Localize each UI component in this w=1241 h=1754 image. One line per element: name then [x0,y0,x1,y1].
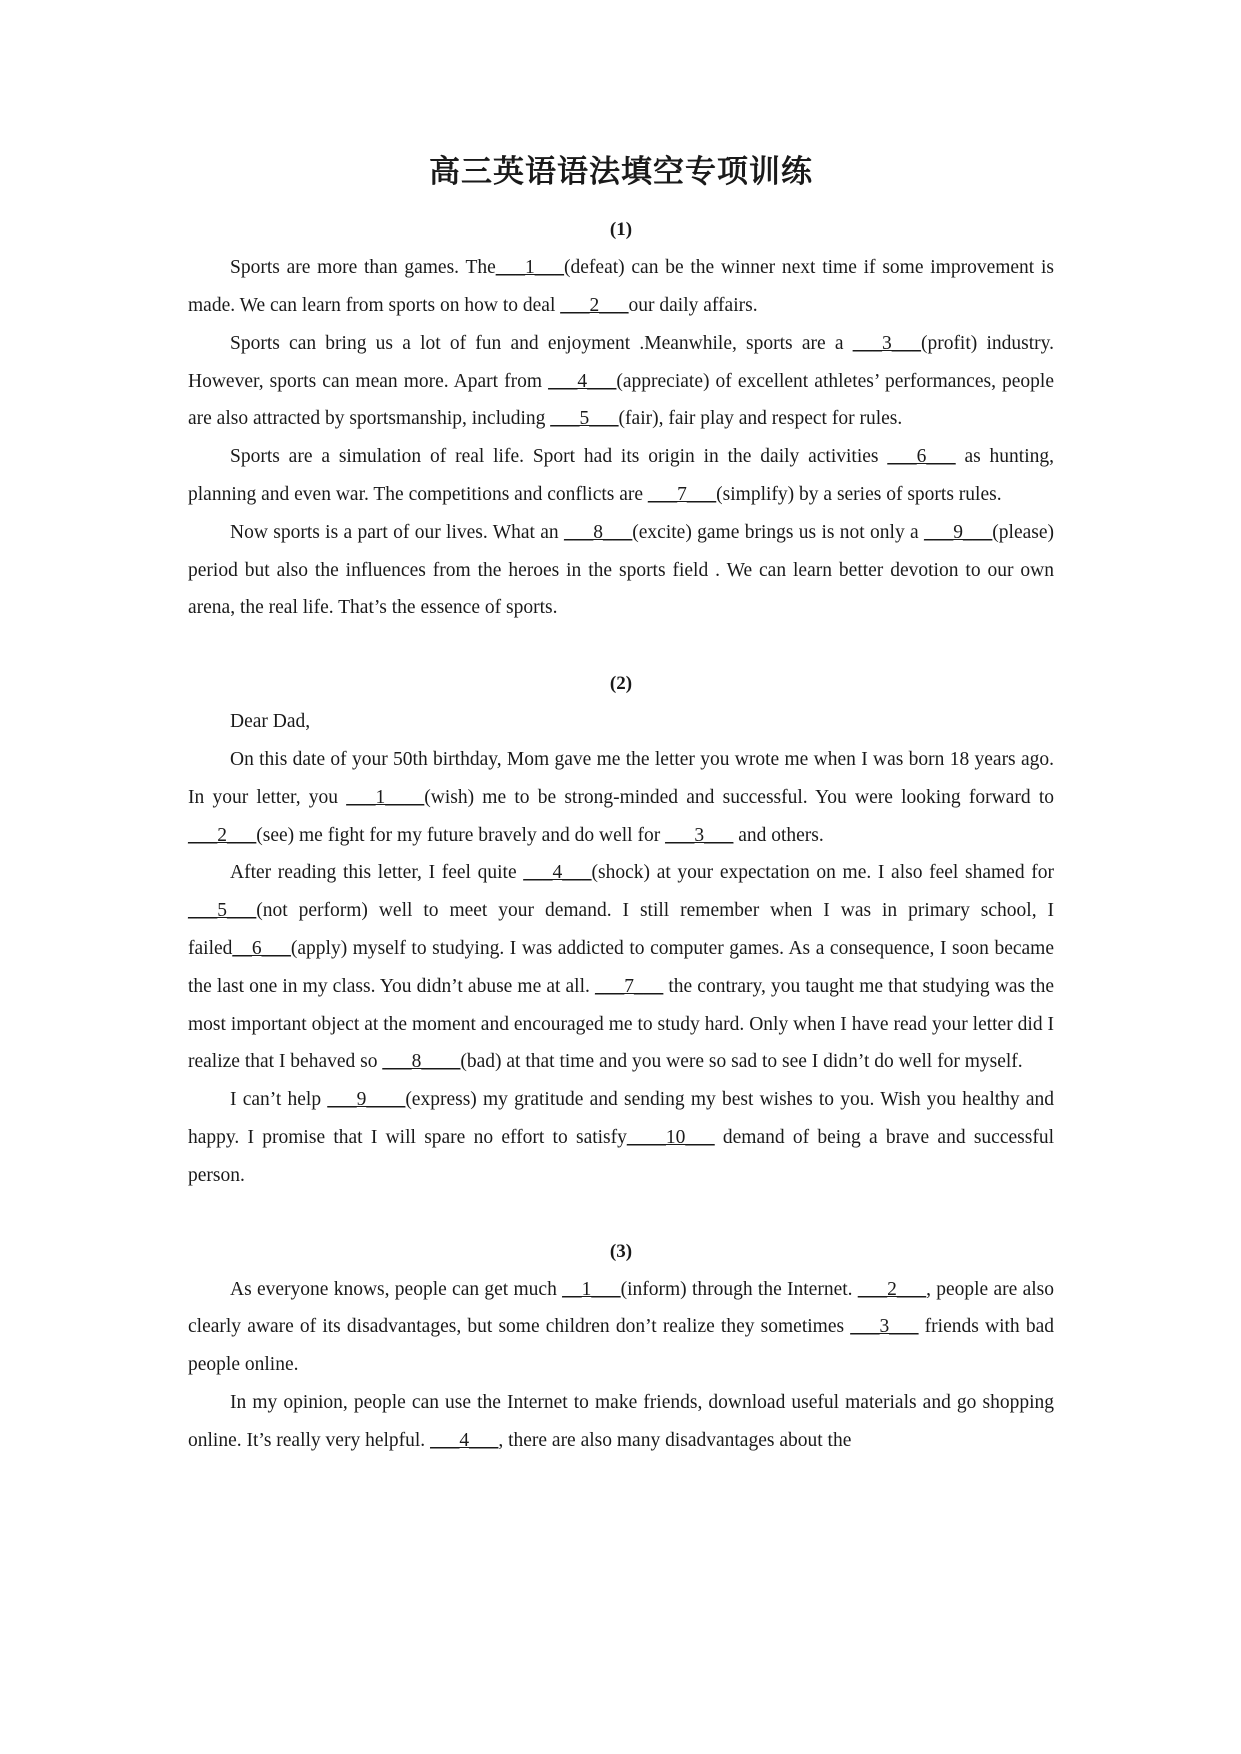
answer-blank: ___3___ [850,1316,919,1338]
paragraph-text: After reading this letter, I feel quite [230,862,524,884]
answer-blank: ___3___ [852,332,921,354]
paragraph [188,741,1054,854]
paragraph [188,1384,1054,1460]
answer-blank: ___1___ [495,257,565,279]
paragraph-text: (excite) game brings us is not only a [632,521,925,543]
paragraph-text: the contrary, you taught me that studying was the most important object at the moment and encouraged me to study hard. Only when I have read your letter did I realize that I behaved so [188,975,1055,1073]
answer-blank: ___7___ [595,975,664,997]
paragraph-text: (wish) me to be strong-minded and successful. You were looking forward to [424,786,1054,808]
paragraph-text: friends with bad people online. [188,1316,1054,1376]
paragraph-group [188,1271,1054,1460]
paragraph-text: (simplify) by a series of sports rules. [716,483,1002,505]
answer-blank: __1___ [562,1278,621,1300]
paragraph-text: Sports are a simulation of real life. Sport had its origin in the daily activities [230,446,888,468]
paragraph-text: (defeat) can be the winner next time if some improvement is made. We can learn from sports on how to deal [188,257,1054,316]
paragraph-text: (appreciate) of excellent athletes’ performances, people are also attracted by sportsmanship, including [188,370,1055,430]
paragraph-text: (bad) at that time and you were so sad to see I didn’t do well for myself. [460,1051,1023,1073]
answer-blank: ___8____ [382,1051,461,1073]
paragraph-group [188,249,1054,627]
exercise-section-1 [188,211,1054,627]
paragraph-text: , people are also clearly aware of its disadvantages, but some children don’t realize they sometimes [188,1278,1054,1338]
document-title: 高三英语语法填空专项训练 [429,154,813,190]
answer-blank: ___4___ [523,862,592,884]
paragraph-text: (apply) myself to studying. I was addicted to computer games. As a consequence, I soon became the last one in my class. You didn’t abuse me at all. [188,937,1054,997]
paragraph-text: demand of being a brave and successful person. [188,1126,1054,1186]
paragraph [188,438,1054,514]
answer-blank: ___3___ [665,824,734,846]
paragraph-text: as hunting, planning and even war. The competitions and conflicts are [188,446,1054,505]
paragraph-text: (inform) through the Internet. [620,1278,858,1300]
paragraph-text: (shock) at your expectation on me. I also feel shamed for [591,862,1054,884]
paragraph-text: As everyone knows, people can get much [230,1278,563,1300]
exercise-section-3 [188,1233,1054,1460]
exercise-section-2 [188,665,1054,1194]
paragraph-text: (express) my gratitude and sending my best wishes to you. Wish you healthy and happy. I promise that I will spare no effort to satisfy [188,1089,1055,1148]
paragraph [188,249,1054,325]
answer-blank: ___4___ [548,370,617,392]
paragraph-text: our daily affairs. [628,294,758,316]
paragraph-group [188,741,1054,1195]
answer-blank: ___7___ [647,483,717,505]
paragraph-text: I can’t help [230,1089,328,1111]
paragraph-text: (not perform) well to meet your demand. I still remember when I was in primary school, I failed [188,900,1054,959]
answer-blank: ___1____ [346,786,425,808]
paragraph-text: (please) period but also the influences from the heroes in the sports field . We can learn better devotion to our own arena, the real life. That’s the essence of sports. [188,521,1055,619]
answer-blank: ____10___ [626,1126,715,1148]
answer-blank: ___9___ [924,521,993,543]
answer-blank: __6___ [232,937,291,959]
paragraph-text: (see) me fight for my future bravely and do well for [256,824,666,846]
section-heading: (1) [609,219,633,241]
answer-blank: ___8___ [564,521,633,543]
paragraph [188,325,1054,438]
document-page [188,140,1054,1498]
paragraph-text: In my opinion, people can use the Internet to make friends, download useful materials and go shopping online. It’s really very helpful. [188,1391,1054,1451]
paragraph-text: (profit) industry. However, sports can mean more. Apart from [188,332,1054,392]
answer-blank: ___2___ [188,824,257,846]
answer-blank: ___2___ [560,294,629,316]
paragraph-text: , there are also many disadvantages about the [498,1429,852,1451]
paragraph-text: and others. [733,824,824,846]
paragraph [188,1271,1054,1384]
paragraph-text: (fair), fair play and respect for rules. [618,408,903,430]
section-heading: (2) [609,673,633,695]
answer-blank: ___4___ [430,1429,499,1451]
paragraph [188,1081,1054,1194]
answer-blank: ___2___ [857,1278,927,1300]
paragraph-text: Sports can bring us a lot of fun and enjoyment .Meanwhile, sports are a [230,332,853,354]
section-heading: (3) [609,1240,633,1262]
paragraph-text: On this date of your 50th birthday, Mom gave me the letter you wrote me when I was born 18 years ago. In your letter, you [188,748,1054,808]
paragraph-text: Sports are more than games. The [230,257,496,279]
answer-blank: ___9____ [327,1089,406,1111]
paragraph [188,854,1054,1081]
letter-salutation: Dear Dad, [230,711,311,733]
paragraph [188,514,1054,627]
answer-blank: ___5___ [550,408,619,430]
answer-blank: ___5___ [188,900,257,922]
answer-blank: ___6___ [887,446,956,468]
paragraph-text: Now sports is a part of our lives. What an [230,521,565,543]
